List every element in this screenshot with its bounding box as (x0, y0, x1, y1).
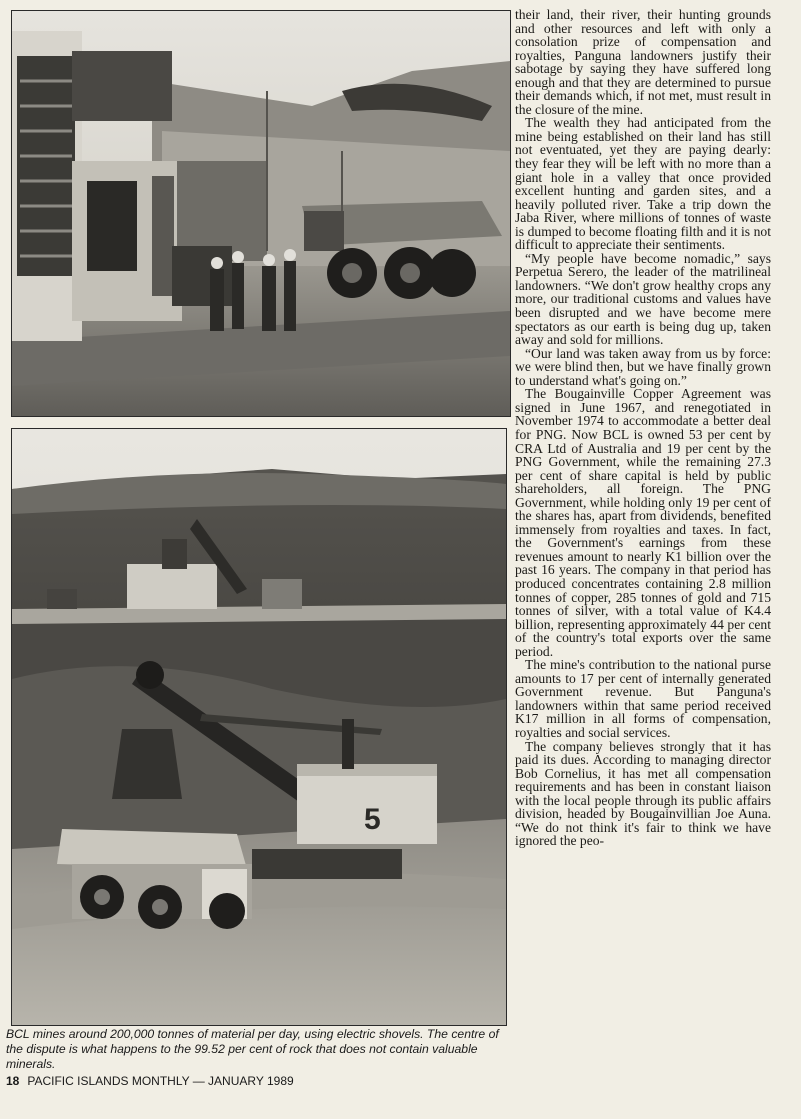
photo-caption: BCL mines around 200,000 tonnes of material per day, using electric shovels. The centre of the dispute is what happens to the 99.52 per cent of rock that does not contain valuable minerals. (6, 1027, 499, 1071)
article-column (515, 8, 771, 848)
article-paragraph: The mine's contribution to the national purse amounts to 17 per cent of internally generated Government revenue. But Panguna's landowners within that same period received K17 million in all forms of compensation, royalties and social services. (515, 657, 771, 740)
article-paragraph: their land, their river, their hunting grounds and other resources and left with only a consolation prize of compensation and royalties, Panguna landowners justify their sabotage by saying they have suffered long enough and that they are determined to pursue their demands which, if not met, must result in the closure of the mine. (515, 7, 771, 117)
page-number: 18 (6, 1074, 20, 1088)
mine-haul-trucks-photo (11, 10, 511, 417)
publication-line: PACIFIC ISLANDS MONTHLY — JANUARY 1989 (27, 1074, 294, 1088)
page-footer (6, 1074, 506, 1088)
article-paragraph: “My people have become nomadic,” says Perpetua Serero, the leader of the matrilineal landowners. “We don't grow healthy crops any more, our traditional customs and values have been disrupted and we have become mere spectators as our earth is being dug up, taken away and sold for millions. (515, 250, 771, 348)
article-paragraph: “Our land was taken away from us by force: we were blind then, but we have finally grown to understand what's going on.” (515, 345, 771, 388)
article-paragraph: The Bougainville Copper Agreement was signed in June 1967, and renegotiated in November 1974 to accommodate a better deal for PNG. Now BCL is owned 53 per cent by CRA Ltd of Australia and 19 per cent by the PNG Government, while the remaining 27.3 per cent of share capital is held by public shareholders, all foreign. The PNG Government, while holding only 19 per cent of the shares has, apart from dividends, benefited immensely from royalties and taxes. In fact, the Government's earnings from these revenues amount to nearly K1 billion over the past 16 years. The company in that period has produced concentrates containing 2.8 million tonnes of copper, 285 tonnes of gold and 715 tonnes of silver, with a total value of K4.4 billion, representing approximately 44 per cent of the country's total exports over the same period. (515, 386, 771, 659)
article-paragraph: The wealth they had anticipated from the mine being established on their land has still not eventuated, yet they are paying dearly: they fear they will be left with no more than a giant hole in a valley that once provided excellent hunting and garden sites, and a heavily polluted river. Take a trip down the Jaba River, where millions of tonnes of waste is dumped to become floating filth and it is not difficult to appreciate their sentiments. (515, 115, 771, 253)
mine-haul-trucks-icon (12, 11, 510, 416)
open-pit-electric-shovel-icon (12, 429, 506, 1025)
shovel-number: 5 (364, 803, 381, 836)
open-pit-electric-shovel-photo (11, 428, 507, 1026)
article-paragraph: The company believes strongly that it has paid its dues. According to managing director Bob Cornelius, it has met all compensation requirements and has been in constant liaison with the local people through its public affairs division, headed by Bougainvillian Joe Auna. “We do not think it's fair to think we have ignored the peo- (515, 738, 771, 849)
